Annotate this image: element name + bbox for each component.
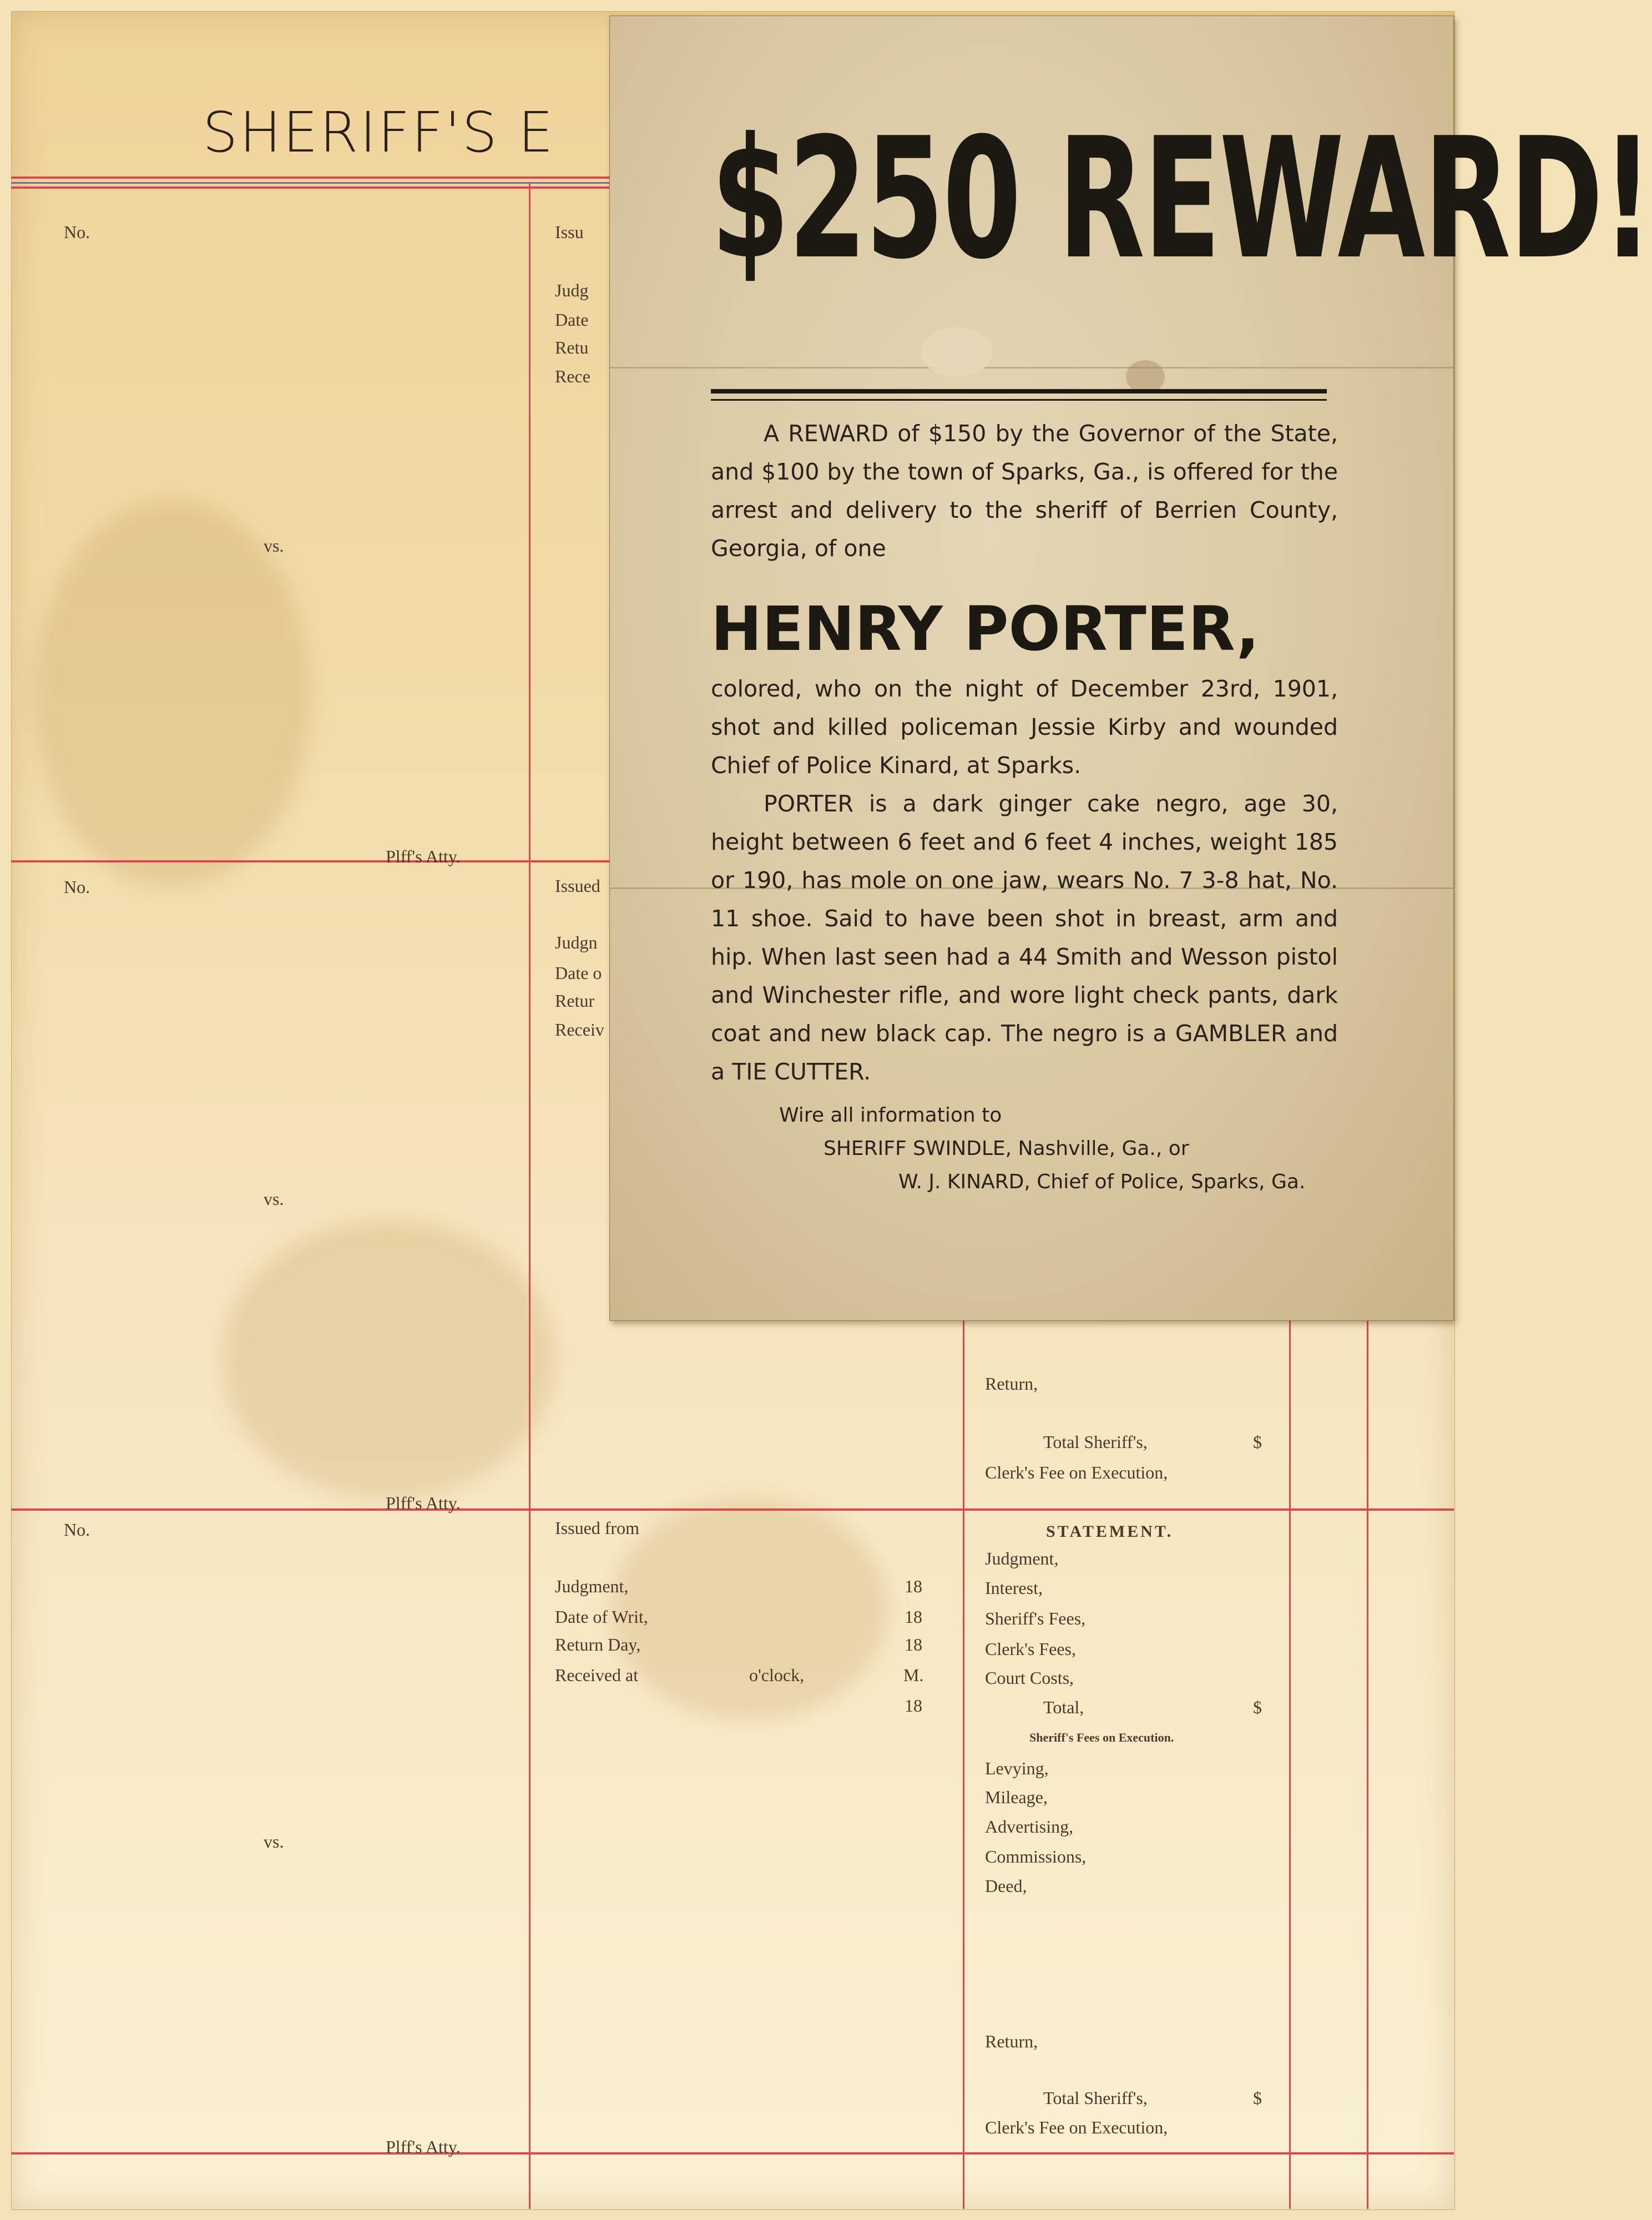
return-label: Retur [555, 991, 595, 1011]
return-day-label: Return Day, [555, 1634, 641, 1654]
stmt-judgment: Judgment, [985, 1548, 1059, 1568]
paper-stain [33, 500, 311, 888]
vs-label: vs. [264, 1189, 284, 1209]
headline-rule [711, 389, 1327, 393]
stmt-court-costs: Court Costs, [985, 1668, 1074, 1688]
oclock-label: o'clock, [749, 1665, 805, 1685]
no-label: No. [64, 877, 90, 897]
paper-damage [1126, 360, 1165, 393]
paper-stain [222, 1221, 555, 1499]
year-prefix: 18 [905, 1576, 922, 1596]
m-label: M. [903, 1665, 924, 1685]
crime-description: colored, who on the night of December 23rd, 1901, shot and killed policeman Jessie Kirby and wounded Chief of Police Kinard, at Sparks. [711, 675, 1338, 779]
headline-rule-thin [711, 399, 1327, 401]
stmt-commissions: Commissions, [985, 1846, 1087, 1866]
year-prefix: 18 [905, 1607, 922, 1627]
plff-atty-label: Plff's Atty. [386, 1493, 461, 1513]
year-prefix: 18 [905, 1696, 922, 1716]
date-label: Date [555, 310, 589, 330]
vs-label: vs. [264, 1832, 284, 1851]
paper-stain [610, 1499, 888, 1721]
rule-row-3 [11, 2152, 1454, 2155]
column-divider [529, 183, 531, 2209]
column-divider [1289, 1321, 1291, 2209]
vs-label: vs. [264, 536, 284, 556]
stmt-return: Return, [985, 2031, 1038, 2051]
received-at-label: Received at [555, 1665, 639, 1685]
plff-atty-label: Plff's Atty. [386, 846, 461, 866]
paper-damage [921, 327, 993, 377]
year-prefix: 18 [905, 1634, 922, 1654]
stmt-mileage: Mileage, [985, 1787, 1048, 1807]
judgment-label: Judg [555, 280, 589, 300]
stmt-clerks-fee: Clerk's Fee on Execution, [985, 2117, 1168, 2137]
return-label: Retu [555, 337, 589, 357]
no-label: No. [64, 222, 90, 242]
stmt-clerks-fees: Clerk's Fees, [985, 1639, 1076, 1659]
stmt-total: Total, [1043, 1697, 1084, 1717]
poster-fold [610, 367, 1453, 369]
reward-headline: $250 REWARD! [711, 102, 1652, 296]
clerks-fee-label: Clerk's Fee on Execution, [985, 1462, 1168, 1482]
date-of-writ-label: Date of Writ, [555, 1607, 648, 1627]
date-label: Date o [555, 963, 602, 983]
no-label: No. [64, 1520, 90, 1540]
stmt-levying: Levying, [985, 1758, 1049, 1778]
received-label: Rece [555, 366, 590, 386]
dollar-sign: $ [1253, 1432, 1262, 1452]
judgment-label: Judgment, [555, 1576, 629, 1596]
dollar-sign: $ [1253, 2088, 1262, 2108]
reward-intro: A REWARD of $150 by the Governor of the State, and $100 by the town of Sparks, Ga., is offered for the arrest and delivery to the sheriff of Berrien County, Georgia, of one [711, 420, 1338, 562]
form-title: SHERIFF'S E [203, 100, 555, 165]
column-divider [963, 1321, 964, 2209]
judgment-label: Judgn [555, 932, 598, 952]
stmt-advertising: Advertising, [985, 1817, 1074, 1836]
stmt-sheriffs-fees: Sheriff's Fees, [985, 1608, 1086, 1628]
stmt-deed: Deed, [985, 1876, 1027, 1896]
plff-atty-label: Plff's Atty. [386, 2137, 461, 2157]
column-divider [1367, 1321, 1368, 2209]
issued-label: Issu [555, 222, 584, 242]
issued-from-label: Issued from [555, 1518, 639, 1538]
stmt-interest: Interest, [985, 1578, 1043, 1598]
issued-label: Issued [555, 876, 600, 896]
reward-poster [609, 16, 1652, 1321]
contact-sheriff: SHERIFF SWINDLE, Nashville, Ga., or [824, 1137, 1189, 1160]
return-label: Return, [985, 1374, 1038, 1394]
statement-heading: STATEMENT. [1046, 1522, 1174, 1541]
dollar-sign: $ [1253, 1697, 1262, 1717]
stmt-total-sheriffs: Total Sheriff's, [1043, 2088, 1148, 2108]
rule-row-2 [11, 1508, 1454, 1511]
contact-police-chief: W. J. KINARD, Chief of Police, Sparks, Ga. [898, 1170, 1306, 1193]
suspect-description: PORTER is a dark ginger cake negro, age 30, height between 6 feet and 6 feet 4 inches, weight 185 or 190, has mole on one jaw, wears No. 7 3-8 hat, No. 11 shoe. Said to have been shot in breast, arm and hip. When last seen had a 44 Smith and Wesson pistol and Winchester rifle, and wore light check pants, dark coat and new black cap. The negro is a GAMBLER and a TIE CUTTER. [711, 790, 1338, 1085]
received-label: Receiv [555, 1020, 604, 1040]
wanted-name: HENRY PORTER, [711, 593, 1260, 664]
wire-instruction: Wire all information to [779, 1104, 1002, 1127]
total-sheriffs-label: Total Sheriff's, [1043, 1432, 1148, 1452]
fees-on-execution-heading: Sheriff's Fees on Execution. [1029, 1730, 1174, 1744]
